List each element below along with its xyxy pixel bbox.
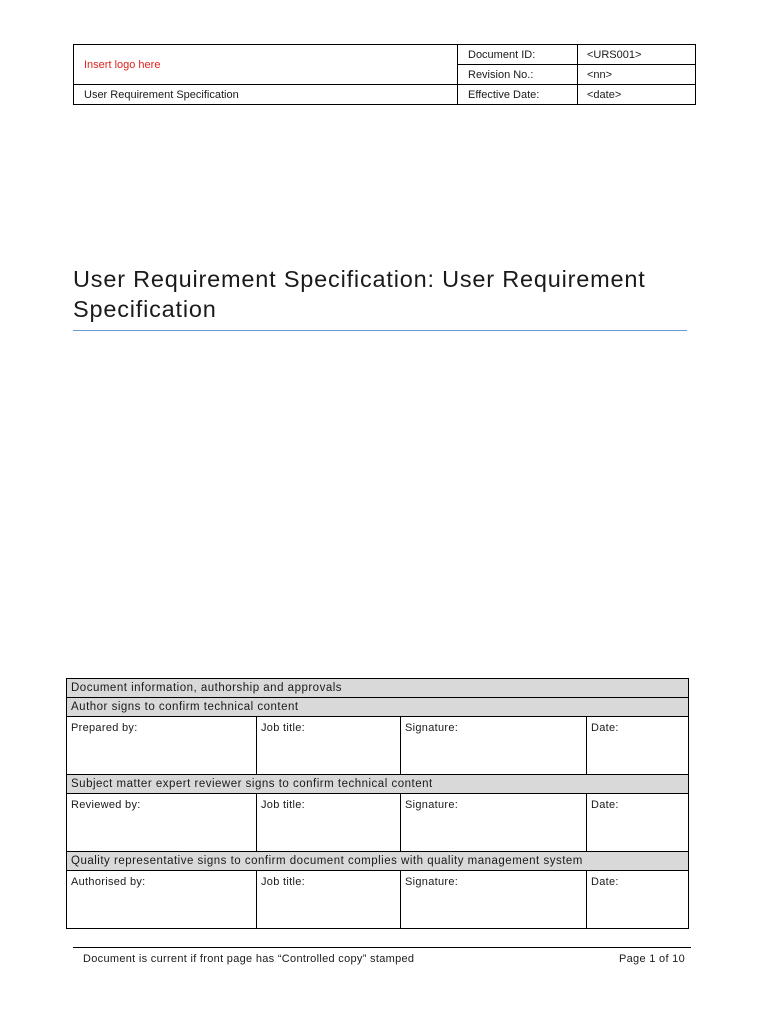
logo-placeholder: Insert logo here [74, 45, 458, 85]
page-title: User Requirement Specification: User Requirement Specification [73, 266, 646, 322]
quality-sign-row [67, 871, 689, 929]
revision-no-label: Revision No.: [458, 65, 578, 85]
prepared-by-field[interactable]: Prepared by: [67, 717, 257, 775]
reviewer-date-field[interactable]: Date: [587, 794, 689, 852]
quality-job-title-field[interactable]: Job title: [257, 871, 401, 929]
author-sign-row [67, 717, 689, 775]
reviewer-job-title-field[interactable]: Job title: [257, 794, 401, 852]
revision-no-value: <nn> [578, 65, 696, 85]
reviewer-band: Subject matter expert reviewer signs to confirm technical content [67, 775, 689, 794]
quality-band-row [67, 852, 689, 871]
author-date-field[interactable]: Date: [587, 717, 689, 775]
header-row-document-id [74, 45, 696, 65]
author-signature-field[interactable]: Signature: [401, 717, 587, 775]
document-id-label: Document ID: [458, 45, 578, 65]
footer-note: Document is current if front page has “Controlled copy” stamped [83, 953, 415, 965]
header-document-title: User Requirement Specification [74, 85, 458, 105]
author-band: Author signs to confirm technical content [67, 698, 689, 717]
approvals-heading-row [67, 679, 689, 698]
approvals-heading: Document information, authorship and approvals [67, 679, 689, 698]
reviewed-by-field[interactable]: Reviewed by: [67, 794, 257, 852]
footer-divider [73, 947, 691, 948]
author-job-title-field[interactable]: Job title: [257, 717, 401, 775]
reviewer-signature-field[interactable]: Signature: [401, 794, 587, 852]
effective-date-label: Effective Date: [458, 85, 578, 105]
reviewer-band-row [67, 775, 689, 794]
quality-signature-field[interactable]: Signature: [401, 871, 587, 929]
header-row-effective-date [74, 85, 696, 105]
approvals-table [66, 678, 689, 929]
document-header-table [73, 44, 696, 105]
quality-date-field[interactable]: Date: [587, 871, 689, 929]
authorised-by-field[interactable]: Authorised by: [67, 871, 257, 929]
author-band-row [67, 698, 689, 717]
page-number: Page 1 of 10 [619, 953, 685, 965]
effective-date-value: <date> [578, 85, 696, 105]
quality-band: Quality representative signs to confirm document complies with quality management system [67, 852, 689, 871]
document-id-value: <URS001> [578, 45, 696, 65]
reviewer-sign-row [67, 794, 689, 852]
title-underline [73, 330, 687, 331]
